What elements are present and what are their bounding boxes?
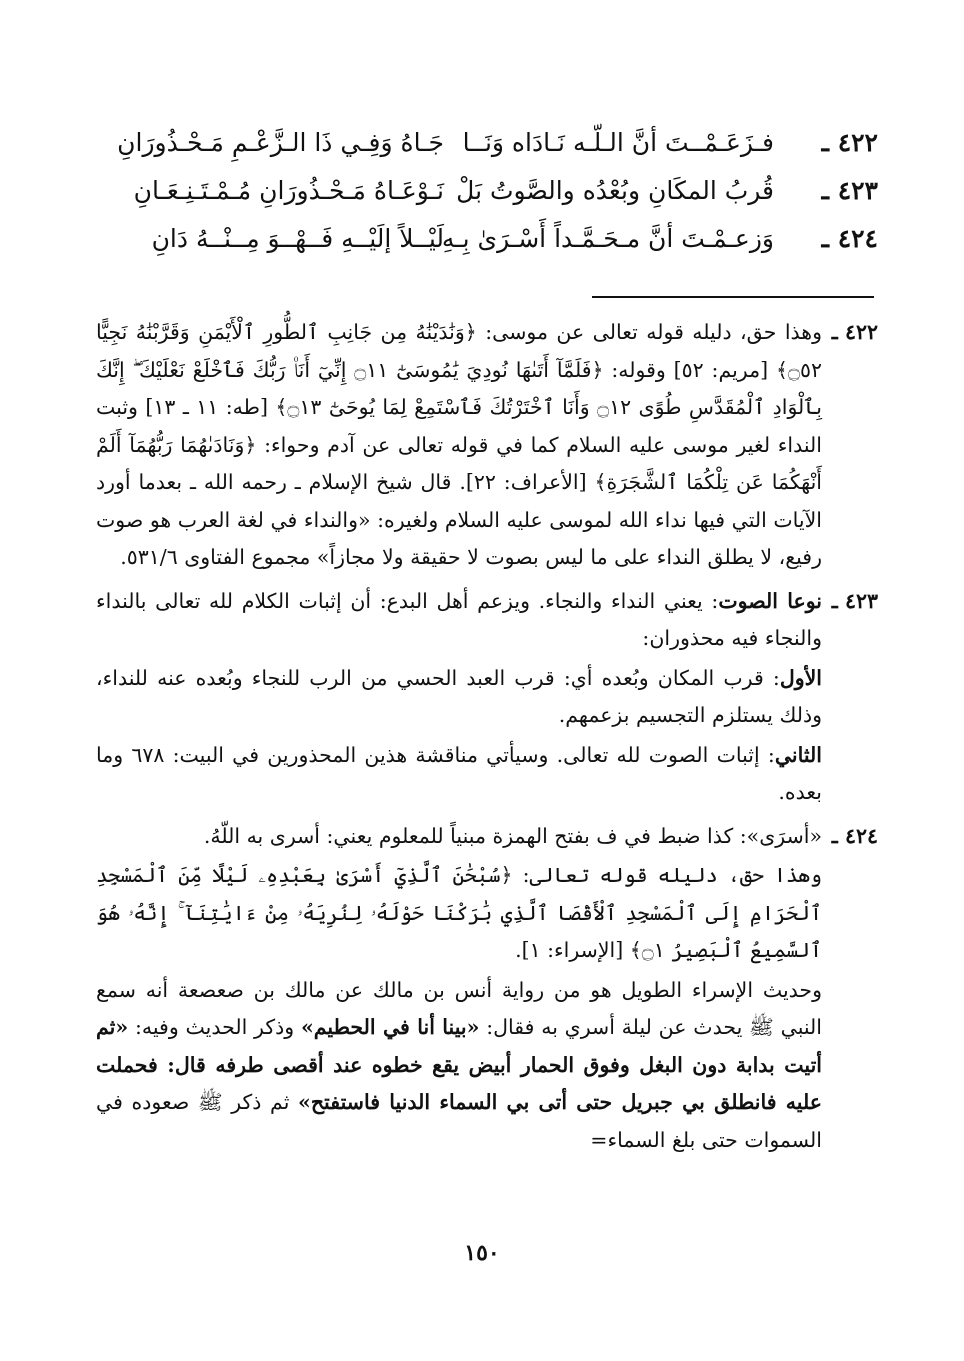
text-run: وهذا حق، دليله قوله تعالى عن موسى: [476, 320, 823, 344]
verse-422 [90, 128, 878, 176]
verse-first-hemistich: فـزَعَـمْــتَ أنَّ الـلّـه نَـادَاه وَنَــا [462, 128, 774, 157]
text-run: [طه: ١١ ـ ١٣] وثبت النداء لغير موسى عليه السلام كما في قوله تعالى عن آدم وحواء: [96, 395, 823, 457]
text-run: : إثبات الصوت لله تعالى. وسيأتي مناقشة هذين المحذورين في البيت: ٦٧٨ وما بعده. [96, 742, 822, 804]
text-run: وهذا حق، دليله قوله تعالى: [512, 863, 822, 887]
footnote-paragraph [96, 314, 822, 577]
footnote-422 [96, 314, 878, 579]
footnotes [96, 314, 878, 1165]
verse-first-hemistich: قُربُ المكَانِ وبُعْدُه والصَّوتُ بَلْ [456, 176, 774, 205]
text-run: [مريم: ٥٢] وقوله: [603, 357, 776, 382]
footnote-divider [592, 296, 874, 298]
footnote-number: ٤٢٤ ـ [831, 823, 878, 848]
footnote-body [96, 583, 822, 814]
text-run: [الأعراف: ٢٢]. قال شيخ الإسلام ـ رحمه الله ـ بعدما أورد الآيات التي فيها نداء الله لموسى عليه السلام ولغيره: «والنداء في لغة العرب هو صوت رفيع، لا يطلق النداء على ما ليس بصوت لا حقيقة ولا مجازاً» مجموع الفتاوى ٥٣١/٦. [96, 470, 822, 569]
poem-verses [90, 128, 878, 272]
verse-number: ٤٢٤ ـ [821, 224, 878, 253]
footnote-number: ٤٢٣ ـ [831, 588, 878, 613]
text-run: [الإسراء: ١]. [515, 938, 630, 962]
bold-term: الثاني [774, 742, 822, 767]
text-run: ثم ذكر ﷺ صعوده في السموات حتى بلغ السماء= [96, 1090, 822, 1152]
footnote-body [96, 314, 822, 579]
footnote-number: ٤٢٢ ـ [831, 320, 878, 344]
quran-verse: ﴿فَلَمَّآ أَتَىٰهَا نُودِيَ يَٰمُوسَىٰٓ ۝١١ إِنِّيٓ أَنَا۠ رَبُّكَ فَٱخْلَعْ نَعْلَيْكَ ۖ إِنَّكَ بِٱلْوَادِ ٱلْمُقَدَّسِ طُوًى ۝١٢ وَأَنَا ٱخْتَرْتُكَ فَٱسْتَمِعْ لِمَا يُوحَىٰٓ ۝١٣﴾ [96, 357, 822, 419]
verse-first-hemistich: وَزعـمْـتَ أنَّ مـحَـمَّـداً أَسْـرَىٰ بِـهِ [441, 224, 774, 253]
footnote-paragraph [96, 972, 822, 1160]
footnote-paragraph [96, 583, 822, 658]
footnote-paragraph [96, 660, 822, 735]
verse-423 [90, 176, 878, 224]
footnote-paragraph [96, 857, 822, 970]
text-run: : قرب المكان وبُعده أي: قرب العبد الحسي من الرب للنجاء وبُعده عنه للنداء، وذلك يستلزم التجسيم بزعمهم. [96, 665, 822, 727]
footnote-423 [96, 583, 878, 814]
verse-424 [90, 224, 878, 272]
quran-verse: ﴿وَنَادَىٰهُمَا رَبُّهُمَآ أَلَمْ أَنْهَكُمَا عَن تِلْكُمَا ٱلشَّجَرَةِ﴾ [96, 432, 822, 494]
verse-second-hemistich: جَـاهُ وَفِـي ذَا الـزَّعْـمِ مَـحْـذُورَانِ [117, 128, 444, 157]
footnote-paragraph: «أسرَى»: كذا ضبط في ف بفتح الهمزة مبنياً للمعلوم يعني: أسرى به اللّهُ. [203, 823, 822, 848]
footnote-424 [96, 818, 878, 1162]
verse-number: ٤٢٣ ـ [821, 176, 878, 205]
footnote-body [96, 818, 822, 1162]
hadith-quote: «بينا أنا في الحطيم» [300, 1015, 480, 1039]
verse-number: ٤٢٢ ـ [821, 128, 878, 157]
bold-term: الأول [779, 665, 822, 690]
page-number: ١٥٠ [464, 1240, 500, 1266]
bold-term: نوعا الصوت [718, 588, 822, 613]
text-run: وذكر الحديث وفيه: [128, 1015, 301, 1039]
text-run: : يعني النداء والنجاء. ويزعم أهل البدع: أن إثبات الكلام لله تعالى بالنداء والنجاء فيه محذوران: [96, 588, 822, 650]
verse-second-hemistich: نَـوْعَـاهُ مَـحْـذُورَانِ مُـمْـتَـنِـعَـانِ [133, 176, 444, 205]
footnote-paragraph [96, 737, 822, 812]
quran-verse: ﴿وَنَٰدَيْنَٰهُ مِن جَانِبِ ٱلطُّورِ ٱلْأَيْمَنِ وَقَرَّبْنَٰهُ نَجِيًّا ۝٥٢﴾ [96, 320, 822, 382]
text-run: وحديث الإسراء الطويل هو من رواية أنس بن مالك عن مالك بن صعصعة أنه سمع النبي ﷺ يحدث عن ليلة أسري به فقال: [96, 977, 823, 1039]
verse-second-hemistich: لَيْــلاً إلَيْــهِ فَــهْــوَ مِــنْــهُ دَانِ [151, 224, 444, 253]
hadith-quote: «ثم أتيت بدابة دون البغل وفوق الحمار أبيض يقع خطوه عند أقصى طرفه قال: فحملت عليه فانطلق بي جبريل حتى أتى بي السماء الدنيا فاستفتح» [96, 1015, 822, 1114]
quran-verse: ﴿سُبْحَٰنَ ٱلَّذِيٓ أَسْرَىٰ بِعَبْدِهِۦ لَيْلًا مِّنَ ٱلْمَسْجِدِ ٱلْحَرَامِ إِلَى ٱلْمَسْجِدِ ٱلْأَقْصَا ٱلَّذِي بَٰرَكْنَا حَوْلَهُۥ لِنُرِيَهُۥ مِنْ ءَايَٰتِنَآ ۚ إِنَّهُۥ هُوَ ٱلسَّمِيعُ ٱلْبَصِيرُ ۝١﴾ [96, 863, 822, 962]
